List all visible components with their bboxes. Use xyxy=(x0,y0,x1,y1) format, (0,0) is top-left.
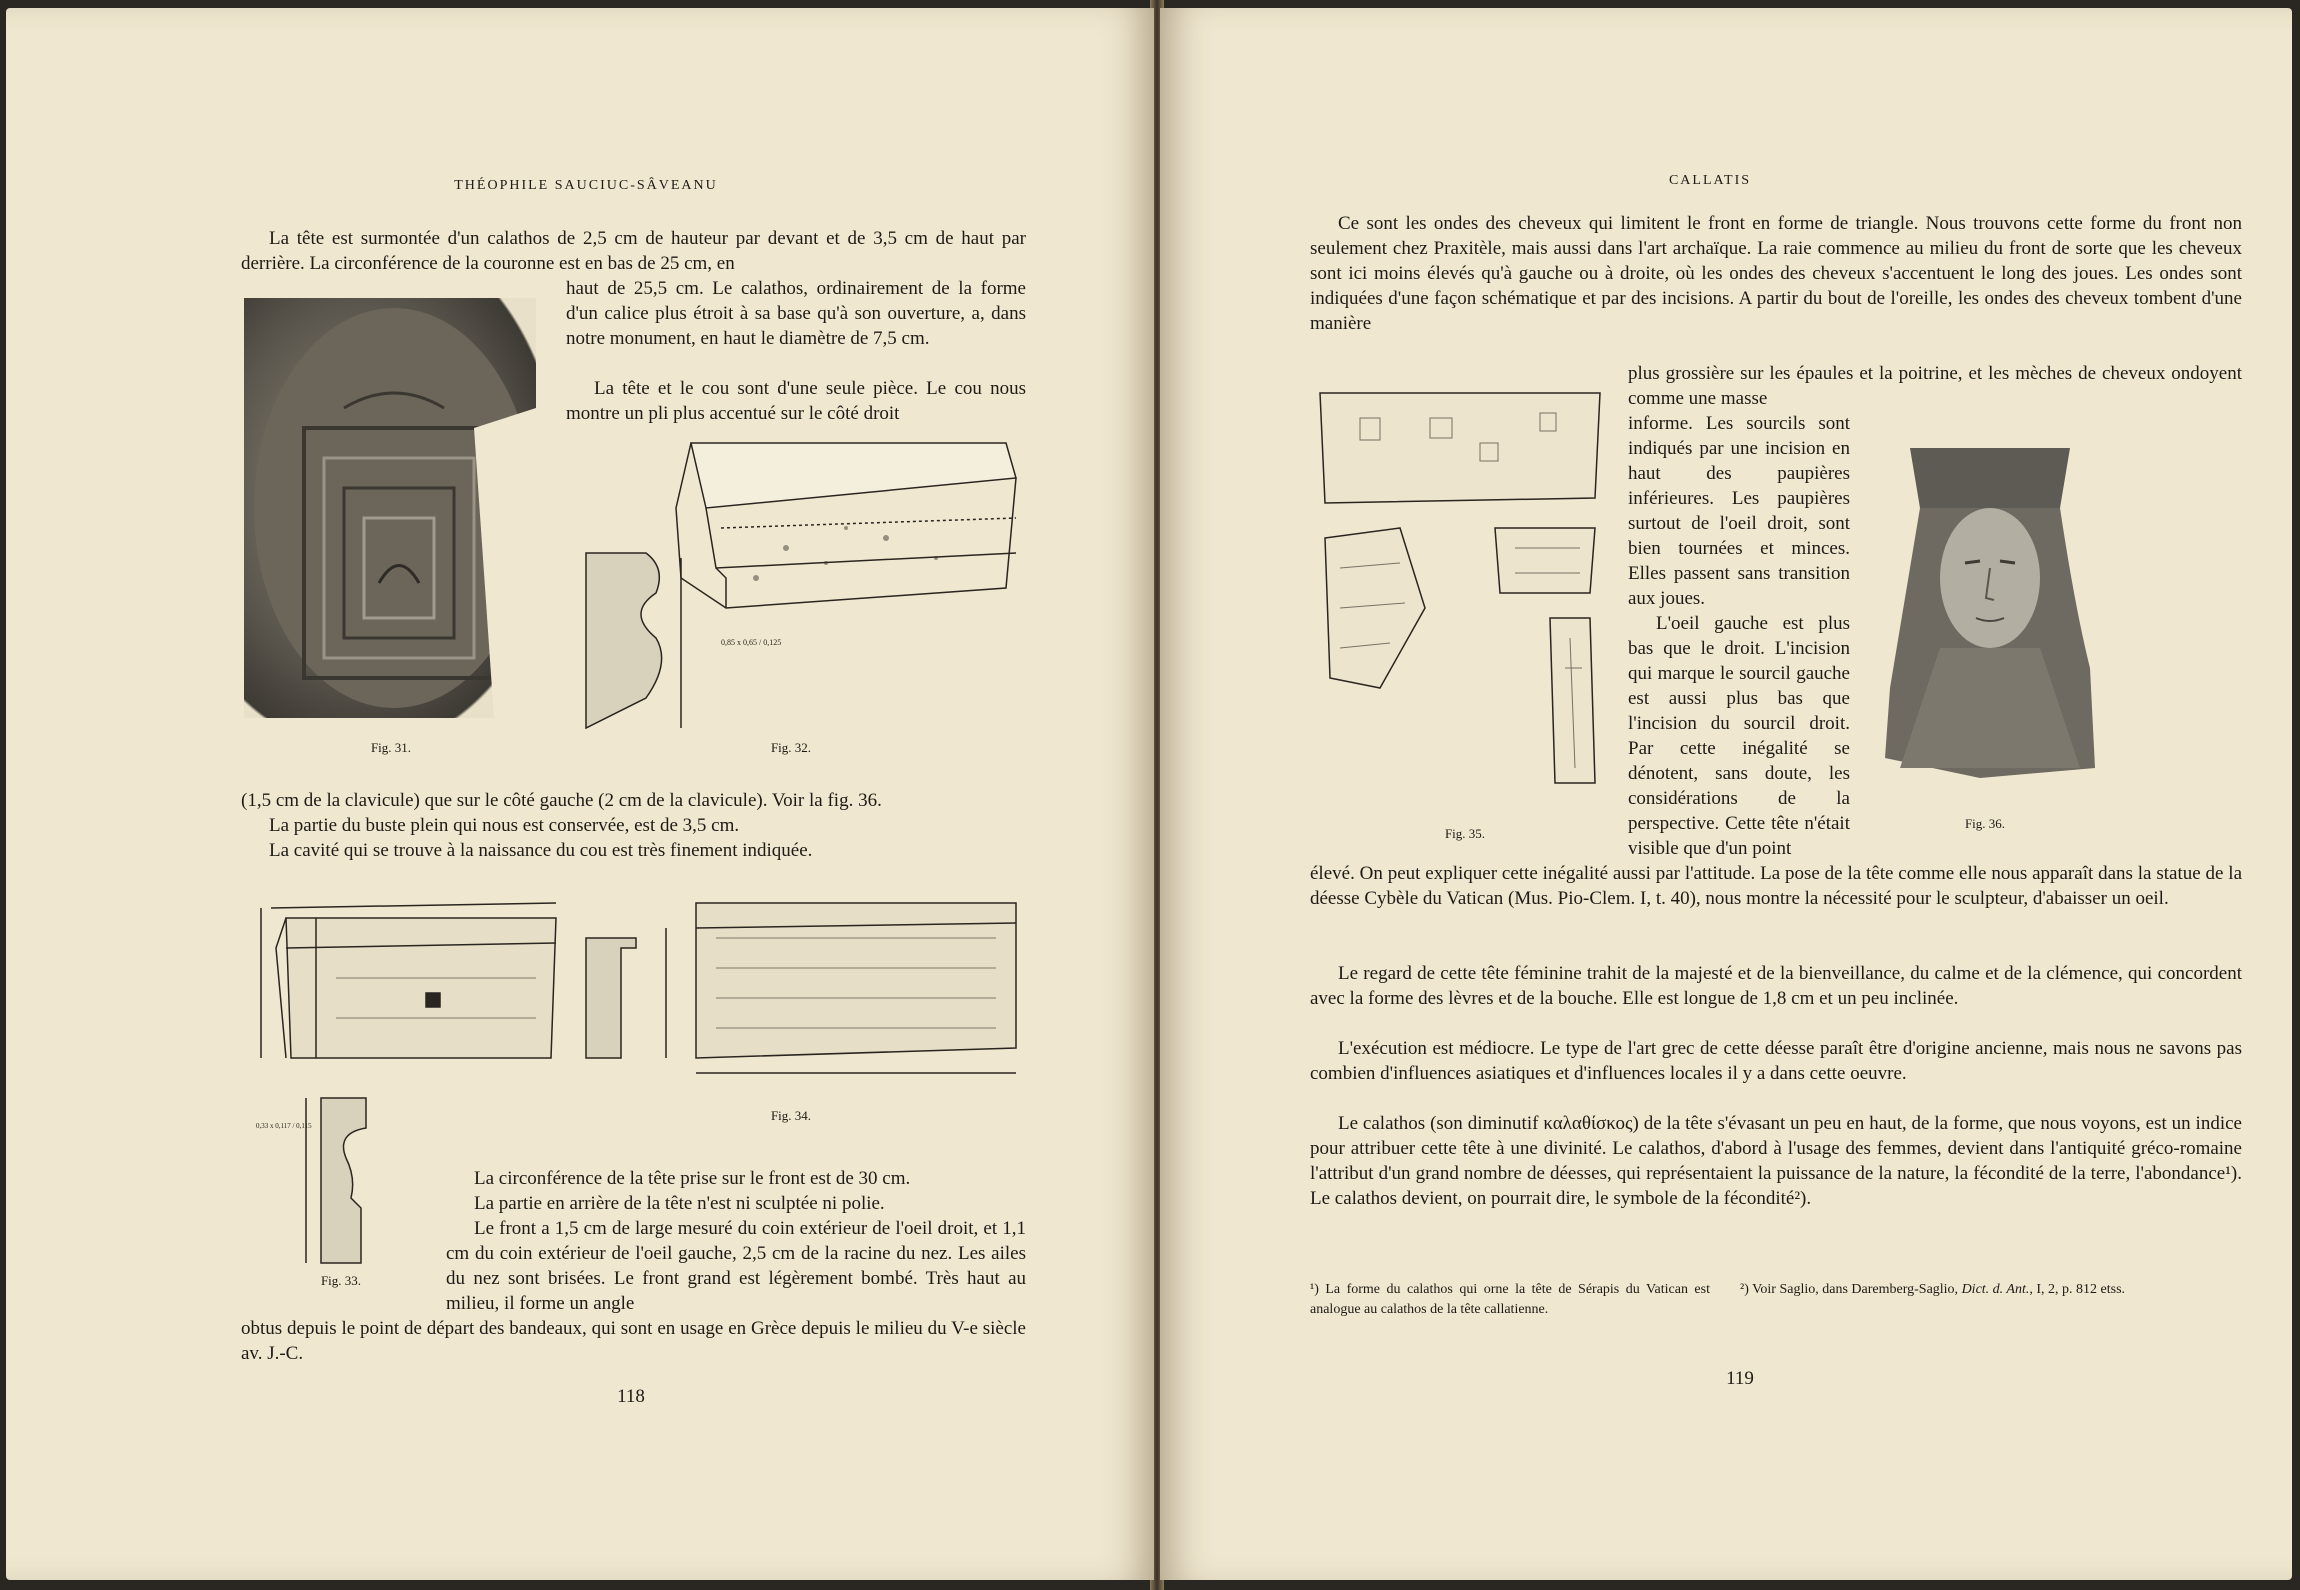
cybele-head-drawing xyxy=(1880,428,2100,788)
paragraph-eyebrows: informe. Les sourcils sont indiqués par une incision en haut des paupières inférieures. Les paupières surtout de l'oeil droit, sont bien tournées et minces. Elles passent sans transition aux joues. xyxy=(1628,413,1850,609)
fig35-drawing xyxy=(1320,388,1620,828)
fig34-caption: Fig. 34. xyxy=(770,1108,812,1123)
paragraph-circumference: La circonférence de la tête prise sur le front est de 30 cm. xyxy=(474,1168,911,1189)
fig35-caption: Fig. 35. xyxy=(1444,826,1486,841)
paragraph-forehead: Le front a 1,5 cm de large mesuré du coin extérieur de l'oeil droit, et 1,1 cm du coin extérieur de l'oeil gauche, 2,5 cm de la racine du nez. Les ailes du nez sont brisées. Le front grand est légèrement bombé. Très haut au milieu, il forme un angle xyxy=(446,1218,1026,1314)
paragraph-hair-cont: plus grossière sur les épaules et la poitrine, et les mèches de cheveux ondoyent comme une masse xyxy=(1628,363,2242,409)
paragraph-cavity: La cavité qui se trouve à la naissance du cou est très finement indiquée. xyxy=(269,840,813,861)
right-page xyxy=(1160,8,2292,1580)
paragraph-left-eye: L'oeil gauche est plus bas que le droit. L'incision qui marque le sourcil gauche est aussi plus bas que l'incision du sourcil droit. Par cette inégalité se dénotent, sans doute, les considérations de la perspective. Cette tête n'était visible que d'un point xyxy=(1628,613,1850,859)
page-number: 119 xyxy=(1726,1368,1754,1389)
paragraph-hair: Ce sont les ondes des cheveux qui limitent le front en forme de triangle. Nous trouvons cette forme du front non seulement chez Praxitèle, mais aussi dans l'art archaïque. La raie commence au milieu du front de sorte que les cheveux sont ici moins élevés qu'à gauche ou à droite, où les ondes des cheveux s'accentuent le long des joues. Les ondes sont indiquées d'une façon schématique et par des incisions. A partir du bout de l'oreille, les ondes des cheveux tombent d'une manière xyxy=(1310,213,2242,334)
fig33-scale: 0,33 x 0,117 / 0,115 xyxy=(256,1122,312,1130)
paragraph-back-of-head: La partie en arrière de la tête n'est ni sculptée ni polie. xyxy=(474,1193,885,1214)
paragraph-calathos-cont: haut de 25,5 cm. Le calathos, ordinairement de la forme d'un calice plus étroit à sa base qu'à son ouverture, a, dans notre monument, en haut le diamètre de 7,5 cm. xyxy=(566,278,1026,349)
fig34-drawing xyxy=(256,888,1026,1098)
page-number: 118 xyxy=(617,1386,645,1407)
paragraph-execution: L'exécution est médiocre. Le type de l'art grec de cette déesse paraît être d'origine ancienne, mais nous ne savons pas combien d'influences asiatiques et d'influences locales il y a dans cette oeuvre. xyxy=(1310,1038,2242,1084)
paragraph-head-neck: La tête et le cou sont d'une seule pièce. Le cou nous montre un pli plus accentué sur le côté droit xyxy=(566,378,1026,424)
footnote-2-title: Dict. d. Ant. xyxy=(1961,1282,2030,1297)
fig33-drawing xyxy=(256,1088,416,1268)
paragraph-gaze: Le regard de cette tête féminine trahit de la majesté et de la bienveillance, du calme et de la clémence, qui concordent avec la forme des lèvres et de la bouche. Elle est longue de 1,8 cm et un peu inclinée. xyxy=(1310,963,2242,1009)
fig32-drawing xyxy=(586,438,1026,738)
fig36-caption: Fig. 36. xyxy=(1964,816,2006,831)
fig31-photo xyxy=(244,298,536,718)
footnote-2 xyxy=(1740,1280,2240,1300)
running-head: THÉOPHILE SAUCIUC-SÂVEANU xyxy=(454,178,718,193)
left-page xyxy=(6,8,1154,1580)
fig32-scale: 0,85 x 0,65 / 0,125 xyxy=(721,638,782,647)
fig36-photo xyxy=(1880,428,2100,788)
carved-block-drawing xyxy=(244,298,536,718)
fig33-caption: Fig. 33. xyxy=(320,1273,362,1288)
footnote-1: ¹) La forme du calathos qui orne la tête de Sérapis du Vatican est analogue au calathos de la tête callatienne. xyxy=(1310,1282,1710,1317)
paragraph-calathos-divinity: Le calathos (son diminutif καλαθίσκος) de la tête s'évasant un peu en haut, de la forme, que nous voyons, est un indice pour attribuer cette tête à une divinité. Le calathos, d'abord à l'usage des femmes, devient dans l'antiquité gréco-romaine l'attribut d'un grand nombre de déesses, qui représentaient la puissance de la nature, la fécondité de la terre, l'abondance¹). Le calathos devient, on pourrait dire, le symbole de la fécondité²). xyxy=(1310,1113,2242,1209)
footnote-2-text: ²) Voir Saglio, dans Daremberg-Saglio, xyxy=(1740,1282,1962,1297)
paragraph-clavicle: (1,5 cm de la clavicule) que sur le côté gauche (2 cm de la clavicule). Voir la fig. 36. xyxy=(241,790,882,811)
fig32-caption: Fig. 32. xyxy=(770,740,812,755)
paragraph-bust: La partie du buste plein qui nous est conservée, est de 3,5 cm. xyxy=(269,815,740,836)
footnote-2-ref: , I, 2, p. 812 etss. xyxy=(2029,1282,2126,1297)
running-head: CALLATIS xyxy=(1668,173,1752,188)
paragraph-forehead-cont: obtus depuis le point de départ des bandeaux, qui sont en usage en Grèce depuis le milieu du V-e siècle av. J.-C. xyxy=(241,1318,1026,1364)
paragraph-attitude: élevé. On peut expliquer cette inégalité aussi par l'attitude. La pose de la tête comme elle nous apparaît dans la statue de la déesse Cybèle du Vatican (Mus. Pio-Clem. I, t. 40), nous montre la nécessité pour le sculpteur, d'abaisser un oeil. xyxy=(1310,863,2242,909)
paragraph-calathos: La tête est surmontée d'un calathos de 2,5 cm de hauteur par devant et de 3,5 cm de haut par derrière. La circonférence de la couronne est en bas de 25 cm, en xyxy=(241,228,1026,274)
fig31-caption: Fig. 31. xyxy=(370,740,412,755)
